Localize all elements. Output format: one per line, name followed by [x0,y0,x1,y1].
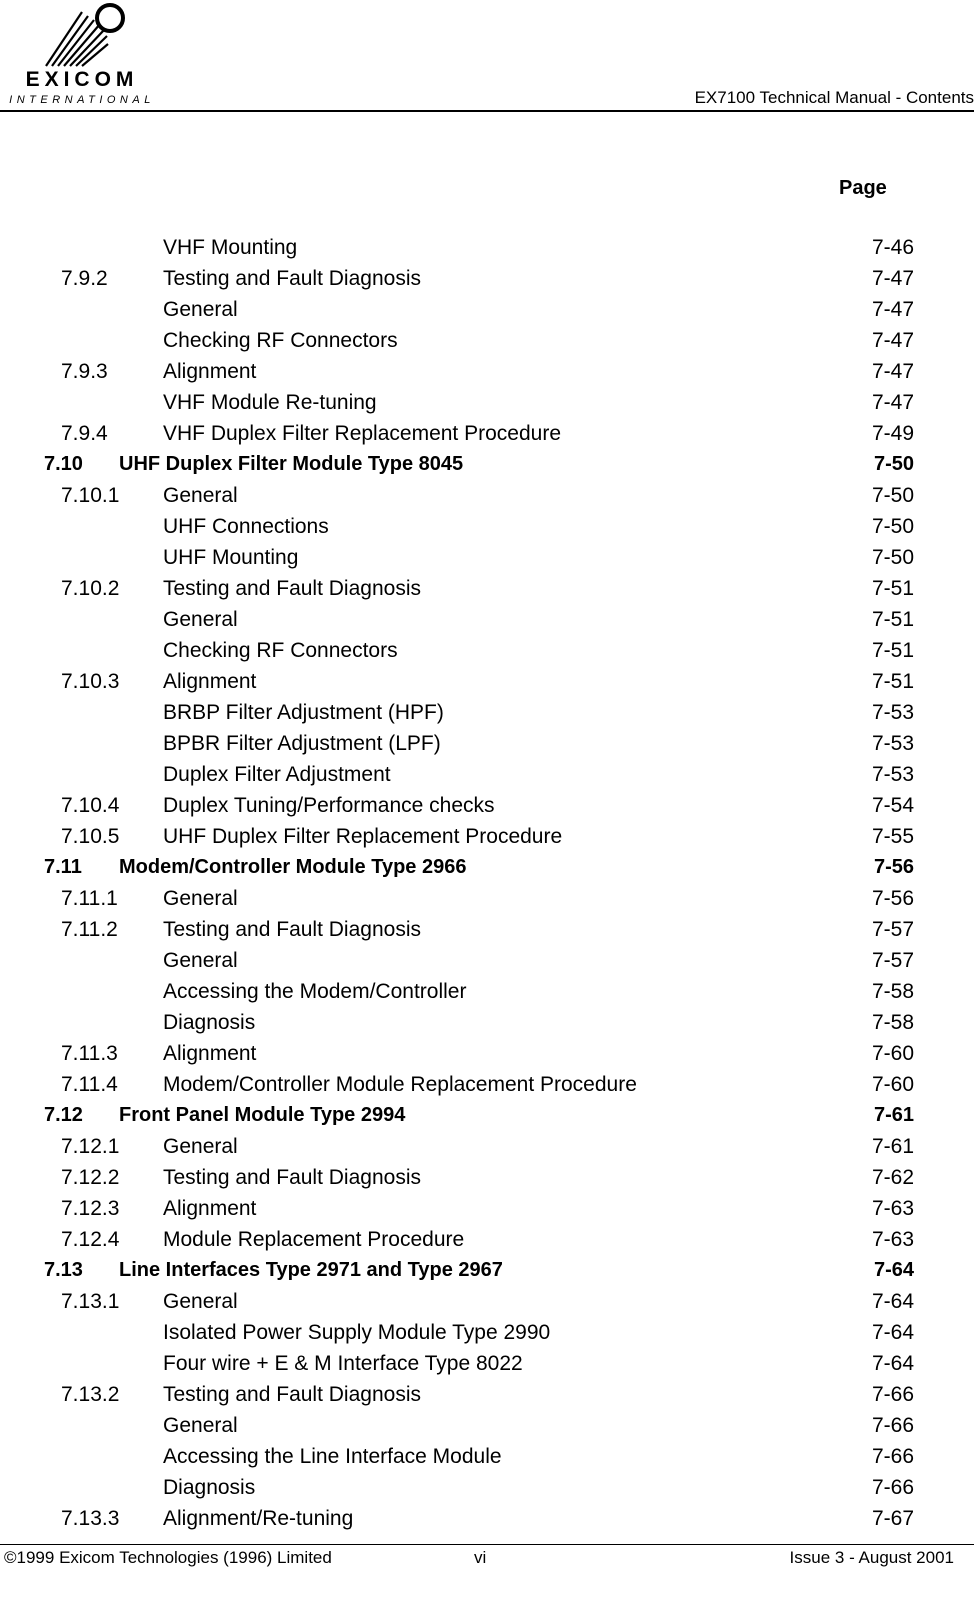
toc-entry [0,511,978,542]
toc-entry [0,263,978,294]
toc-entry-title: VHF Mounting [163,236,298,259]
toc-entry [0,418,978,449]
toc-entry [0,1131,978,1162]
toc-entry [0,635,978,666]
toc-entry [0,883,978,914]
toc-entry-page: 7-58 [871,1011,914,1034]
toc-entry-title: Isolated Power Supply Module Type 2990 [163,1321,551,1344]
toc-entry-page: 7-53 [871,763,914,786]
toc-entry-title: Diagnosis [163,1476,256,1499]
toc-entry-page: 7-54 [871,794,914,817]
toc-entry-number: 7.12.1 [61,1135,120,1158]
toc-entry-page: 7-63 [871,1197,914,1220]
toc-entry-title: UHF Duplex Filter Replacement Procedure [163,825,563,848]
toc-entry-page: 7-50 [873,453,914,475]
toc-entry [0,356,978,387]
toc-entry-page: 7-47 [871,298,914,321]
toc-entry [0,294,978,325]
toc-entry-page: 7-57 [871,949,914,972]
toc-entry [0,1317,978,1348]
toc-entry [0,480,978,511]
footer-copyright: ©1999 Exicom Technologies (1996) Limited [4,1548,332,1567]
toc-entry-title: Alignment [163,1042,257,1065]
toc-entry-page: 7-47 [871,329,914,352]
toc-entry [0,1162,978,1193]
toc-entry-title: VHF Module Re-tuning [163,391,377,414]
toc-entry-page: 7-64 [873,1259,914,1281]
toc-entry-title: VHF Duplex Filter Replacement Procedure [163,422,561,445]
toc-entry-number: 7.9.2 [61,267,108,290]
page-column-label: Page [839,177,887,199]
toc-entry-title: Testing and Fault Diagnosis [163,577,421,600]
toc-entry-page: 7-58 [871,980,914,1003]
toc-entry [0,1410,978,1441]
toc-entry-title: Alignment/Re-tuning [163,1507,354,1530]
toc-entry-number: 7.13.1 [61,1290,120,1313]
toc-entry-title: General [163,887,238,910]
toc-entry-page: 7-50 [871,484,914,507]
toc-entry-number: 7.9.4 [61,422,108,445]
svg-text:INTERNATIONAL: INTERNATIONAL [9,94,155,106]
toc-entry-number: 7.11.4 [61,1073,118,1096]
toc-entry-title: General [163,608,238,631]
toc-entry [0,1038,978,1069]
toc-entry-page: 7-66 [871,1476,914,1499]
toc-entry-title: General [163,298,238,321]
toc-entry-number: 7.9.3 [61,360,108,383]
toc-entry-number: 7.13.2 [61,1383,120,1406]
toc-entry-page: 7-50 [871,546,914,569]
toc-entry-title: Duplex Filter Adjustment [163,763,391,786]
toc-entry [0,1441,978,1472]
toc-entry-page: 7-63 [871,1228,914,1251]
footer-issue: Issue 3 - August 2001 [789,1548,954,1567]
toc-entry [0,1348,978,1379]
toc-entry-title: Testing and Fault Diagnosis [163,267,421,290]
toc-entry-number: 7.12.4 [61,1228,120,1251]
toc-entry-title: Testing and Fault Diagnosis [163,918,421,941]
toc-entry-title: Modem/Controller Module Replacement Procedure [163,1073,637,1096]
toc-entry [0,759,978,790]
toc-entry-number: 7.12.2 [61,1166,120,1189]
toc-entry-number: 7.12.3 [61,1197,120,1220]
toc-entry [0,1007,978,1038]
toc-entry-number: 7.10.1 [61,484,120,507]
toc-entry [0,790,978,821]
toc-entry [0,914,978,945]
toc-entry-title: UHF Mounting [163,546,299,569]
toc-entry [0,697,978,728]
toc-entry [0,542,978,573]
toc-entry-title: Testing and Fault Diagnosis [163,1383,421,1406]
toc-entry-page: 7-62 [871,1166,914,1189]
header-divider [0,110,974,112]
toc-entry-page: 7-53 [871,732,914,755]
toc-entry-title: UHF Connections [163,515,329,538]
toc-entry-number: 7.13 [44,1259,83,1281]
toc-entry [0,1472,978,1503]
toc-entry-title: Alignment [163,670,257,693]
toc-entry-page: 7-47 [871,267,914,290]
toc-entry-page: 7-64 [871,1321,914,1344]
toc-entry-page: 7-53 [871,701,914,724]
toc-entry-number: 7.10.4 [61,794,120,817]
toc-entry [0,573,978,604]
footer-page-number: vi [474,1548,487,1567]
toc-entry-page: 7-64 [871,1352,914,1375]
svg-text:EXICOM: EXICOM [25,68,139,91]
toc-entry-title: Modem/Controller Module Type 2966 [119,856,467,878]
toc-entry-page: 7-61 [873,1104,914,1126]
toc-entry-title: Module Replacement Procedure [163,1228,465,1251]
toc-entry-number: 7.12 [44,1104,83,1126]
exicom-logo [4,2,160,106]
toc-entry [0,604,978,635]
toc-entry [0,325,978,356]
toc-entry-title: Duplex Tuning/Performance checks [163,794,495,817]
toc-entry-number: 7.10.2 [61,577,120,600]
toc-entry-page: 7-47 [871,360,914,383]
toc-entry-page: 7-56 [873,856,914,878]
toc-entry-page: 7-56 [871,887,914,910]
toc-entry-page: 7-51 [871,639,914,662]
toc-entry [0,232,978,263]
toc-entry [0,728,978,759]
toc-entry [0,1503,978,1534]
toc-entry-page: 7-60 [871,1042,914,1065]
toc-entry-title: General [163,484,238,507]
toc-entry [0,976,978,1007]
toc-section-entry [0,449,978,480]
toc-entry-page: 7-66 [871,1383,914,1406]
toc-entry-title: General [163,949,238,972]
toc-entry [0,666,978,697]
toc-entry-page: 7-51 [871,670,914,693]
toc-entry-page: 7-55 [871,825,914,848]
page-header [0,0,978,112]
toc-entry-page: 7-51 [871,608,914,631]
toc-entry-number: 7.10 [44,453,83,475]
toc-entry [0,387,978,418]
toc-entry-title: UHF Duplex Filter Module Type 8045 [119,453,464,475]
toc-entry-title: Accessing the Modem/Controller [163,980,467,1003]
toc-entry-page: 7-47 [871,391,914,414]
toc-entry-page: 7-60 [871,1073,914,1096]
toc-entry-title: BRBP Filter Adjustment (HPF) [163,701,444,724]
toc-entry-title: Testing and Fault Diagnosis [163,1166,421,1189]
toc-entry-number: 7.10.3 [61,670,120,693]
toc-entry-number: 7.11 [44,856,82,878]
toc-entry [0,1193,978,1224]
table-of-contents [0,232,978,1534]
toc-entry-page: 7-57 [871,918,914,941]
toc-entry-page: 7-49 [871,422,914,445]
toc-entry-number: 7.11.1 [61,887,118,910]
toc-entry [0,1069,978,1100]
toc-entry-page: 7-50 [871,515,914,538]
toc-entry-page: 7-61 [871,1135,914,1158]
footer-divider [0,1544,974,1545]
toc-entry-number: 7.11.2 [61,918,118,941]
toc-entry [0,821,978,852]
toc-entry-page: 7-64 [871,1290,914,1313]
toc-section-entry [0,852,978,883]
toc-entry-title: Checking RF Connectors [163,329,398,352]
toc-entry-title: BPBR Filter Adjustment (LPF) [163,732,441,755]
toc-entry [0,1224,978,1255]
toc-entry-title: General [163,1135,238,1158]
header-title: EX7100 Technical Manual - Contents [694,88,974,107]
toc-entry-page: 7-51 [871,577,914,600]
toc-entry-title: Alignment [163,360,257,383]
toc-entry-title: General [163,1290,238,1313]
toc-entry [0,945,978,976]
toc-entry-title: Checking RF Connectors [163,639,398,662]
toc-entry-title: Line Interfaces Type 2971 and Type 2967 [119,1259,503,1281]
toc-entry-page: 7-67 [871,1507,914,1530]
toc-entry-title: Alignment [163,1197,257,1220]
toc-entry-title: Accessing the Line Interface Module [163,1445,502,1468]
toc-entry-page: 7-66 [871,1414,914,1437]
toc-entry-title: General [163,1414,238,1437]
toc-entry-page: 7-66 [871,1445,914,1468]
toc-entry [0,1286,978,1317]
toc-entry-number: 7.10.5 [61,825,120,848]
toc-section-entry [0,1100,978,1131]
toc-entry-page: 7-46 [871,236,914,259]
toc-entry-title: Front Panel Module Type 2994 [119,1104,406,1126]
toc-section-entry [0,1255,978,1286]
toc-entry-number: 7.11.3 [61,1042,118,1065]
toc-entry-title: Four wire + E & M Interface Type 8022 [163,1352,523,1375]
toc-entry [0,1379,978,1410]
toc-entry-number: 7.13.3 [61,1507,120,1530]
toc-entry-title: Diagnosis [163,1011,256,1034]
